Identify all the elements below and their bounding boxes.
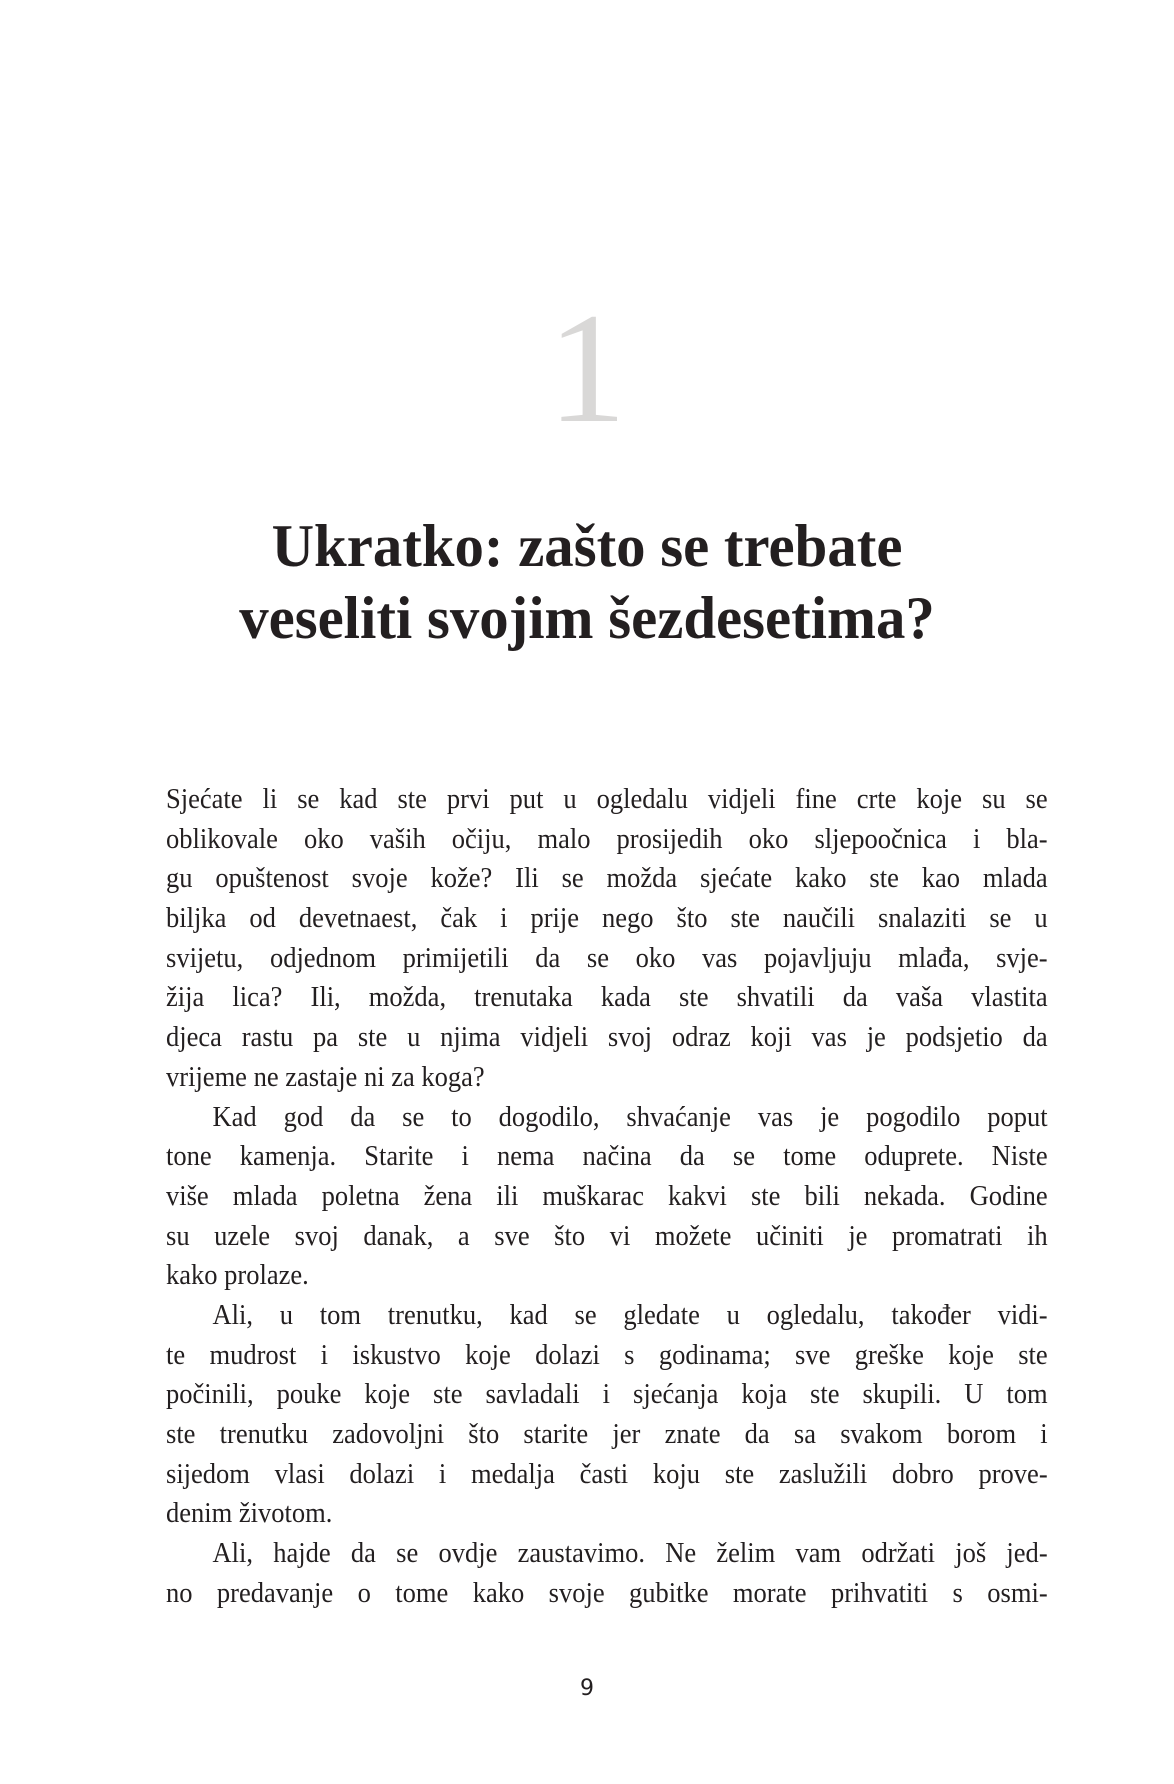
paragraph xyxy=(166,780,1048,1098)
text-line: biljka od devetnaest, čak i prije nego što ste naučili snalaziti se u xyxy=(166,903,1048,935)
body-text xyxy=(166,780,1048,1613)
chapter-title-line: Ukratko: zašto se trebate xyxy=(271,513,903,579)
text-line: denim životom. xyxy=(166,1498,333,1530)
text-line: sijedom vlasi dolazi i medalja časti koju ste zaslužili dobro prove- xyxy=(166,1458,1048,1490)
text-line: počinili, pouke koje ste savladali i sjećanja koja ste skupili. U tom xyxy=(166,1379,1048,1411)
chapter-title-line: veseliti svojim šezdesetima? xyxy=(239,585,935,651)
chapter-title xyxy=(0,510,1174,654)
text-line: Ali, hajde da se ovdje zaustavimo. Ne želim vam održati još jed- xyxy=(212,1538,1048,1570)
paragraph xyxy=(166,1296,1048,1534)
text-line: kako prolaze. xyxy=(166,1260,309,1292)
paragraph xyxy=(166,1098,1048,1296)
text-line: ste trenutku zadovoljni što starite jer znate da sa svakom borom i xyxy=(166,1419,1048,1450)
text-line: Ali, u tom trenutku, kad se gledate u ogledalu, također vidi- xyxy=(212,1299,1048,1331)
text-line: svijetu, odjednom primijetili da se oko vas pojavljuju mlađa, svje- xyxy=(166,942,1048,974)
text-line: tone kamenja. Starite i nema načina da se tome oduprete. Niste xyxy=(166,1141,1048,1173)
text-line: gu opuštenost svoje kože? Ili se možda sjećate kako ste kao mlada xyxy=(166,863,1048,895)
text-line: te mudrost i iskustvo koje dolazi s godinama; sve greške koje ste xyxy=(166,1339,1048,1371)
chapter-number: 1 xyxy=(547,281,627,456)
text-line: Kad god da se to dogodilo, shvaćanje vas je pogodilo poput xyxy=(212,1101,1048,1133)
text-line: više mlada poletna žena ili muškarac kakvi ste bili nekada. Godine xyxy=(166,1180,1048,1212)
page-number: 9 xyxy=(580,1676,594,1701)
text-line: žija lica? Ili, možda, trenutaka kada ste shvatili da vaša vlastita xyxy=(166,982,1048,1014)
paragraph xyxy=(166,1534,1048,1613)
text-line: djeca rastu pa ste u njima vidjeli svoj odraz koji vas je podsjetio da xyxy=(166,1022,1048,1054)
text-line: no predavanje o tome kako svoje gubitke morate prihvatiti s osmi- xyxy=(166,1577,1048,1609)
text-line: oblikovale oko vaših očiju, malo prosijedih oko sljepoočnica i bla- xyxy=(166,823,1048,855)
text-line: Sjećate li se kad ste prvi put u ogledalu vidjeli fine crte koje su se xyxy=(166,784,1048,815)
text-line: su uzele svoj danak, a sve što vi možete učiniti je promatrati ih xyxy=(166,1220,1048,1252)
text-line: vrijeme ne zastaje ni za koga? xyxy=(166,1061,485,1093)
